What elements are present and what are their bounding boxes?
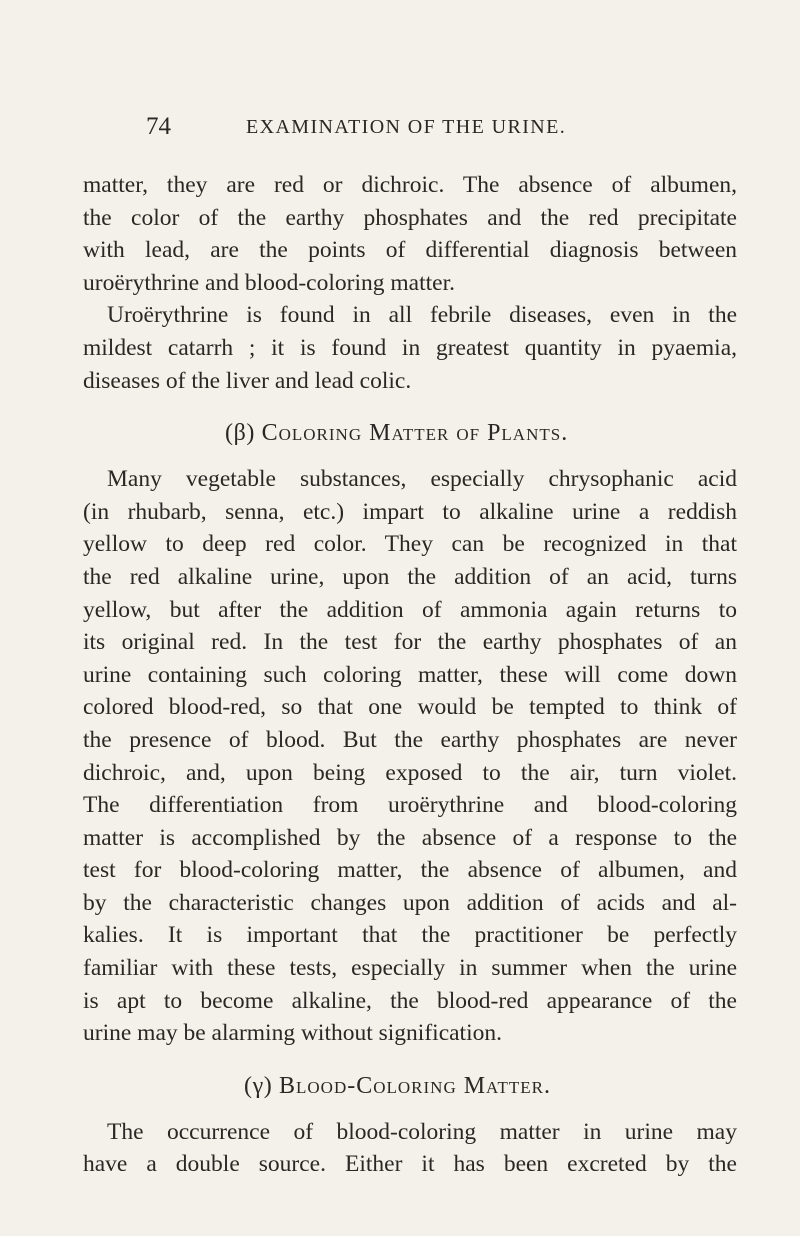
text-line: urine containing such coloring matter, these will come down [83, 661, 737, 688]
text-line: familiar with these tests, especially in summer when the urine [83, 955, 737, 982]
text-line: the presence of blood. But the earthy phosphates are never [83, 726, 737, 753]
text-line: test for blood-coloring matter, the absence of albumen, and [83, 857, 737, 884]
text-line: the color of the earthy phosphates and the red precipitate [83, 204, 737, 231]
text-line: (in rhubarb, senna, etc.) impart to alkaline urine a reddish [83, 498, 737, 525]
paragraph-blood-coloring [83, 1116, 737, 1181]
page-body [83, 169, 737, 1181]
section-marker: (β) [225, 420, 255, 447]
text-line: with lead, are the points of differential diagnosis between [83, 237, 737, 264]
text-line: Many vegetable substances, especially chrysophanic acid [107, 466, 737, 493]
text-line: kalies. It is important that the practitioner be perfectly [83, 922, 737, 949]
text-line: by the characteristic changes upon addition of acids and al- [83, 889, 737, 916]
text-line: dichroic, and, upon being exposed to the air, turn violet. [83, 759, 737, 786]
section-title: Coloring Matter of Plants. [261, 420, 569, 447]
paragraph-uroerythrine-occurrence [83, 299, 737, 397]
paragraph-plant-coloring [83, 463, 737, 1050]
text-line: have a double source. Either it has been excreted by the [83, 1151, 737, 1178]
text-line: diseases of the liver and lead colic. [83, 367, 412, 394]
running-title: EXAMINATION OF THE URINE. [246, 116, 567, 138]
text-line: colored blood-red, so that one would be tempted to think of [83, 694, 737, 721]
text-line: The occurrence of blood-coloring matter in urine may [107, 1118, 737, 1145]
text-line: yellow, but after the addition of ammonia again returns to [83, 596, 737, 623]
text-line: yellow to deep red color. They can be recognized in that [83, 531, 737, 558]
section-marker: (γ) [244, 1072, 273, 1099]
page-header [146, 112, 746, 142]
paragraph-uroerythrine-differentiation [83, 169, 737, 299]
text-line: urine may be alarming without signification. [83, 1020, 502, 1047]
text-line: its original red. In the test for the earthy phosphates of an [83, 629, 737, 656]
text-line: Uroërythrine is found in all febrile diseases, even in the [107, 302, 737, 329]
section-heading-gamma [83, 1066, 737, 1106]
text-line: The differentiation from uroërythrine and blood-coloring [83, 792, 737, 819]
text-line: is apt to become alkaline, the blood-red appearance of the [83, 987, 737, 1014]
text-line: uroërythrine and blood-coloring matter. [83, 269, 455, 296]
text-line: mildest catarrh ; it is found in greatest quantity in pyaemia, [83, 334, 737, 361]
page-number: 74 [146, 113, 171, 140]
section-title: Blood-Coloring Matter. [279, 1072, 551, 1099]
text-line: matter is accomplished by the absence of a response to the [83, 824, 737, 851]
text-line: the red alkaline urine, upon the addition of an acid, turns [83, 563, 737, 590]
text-line: matter, they are red or dichroic. The absence of albumen, [83, 172, 737, 198]
section-heading-beta [83, 413, 737, 453]
